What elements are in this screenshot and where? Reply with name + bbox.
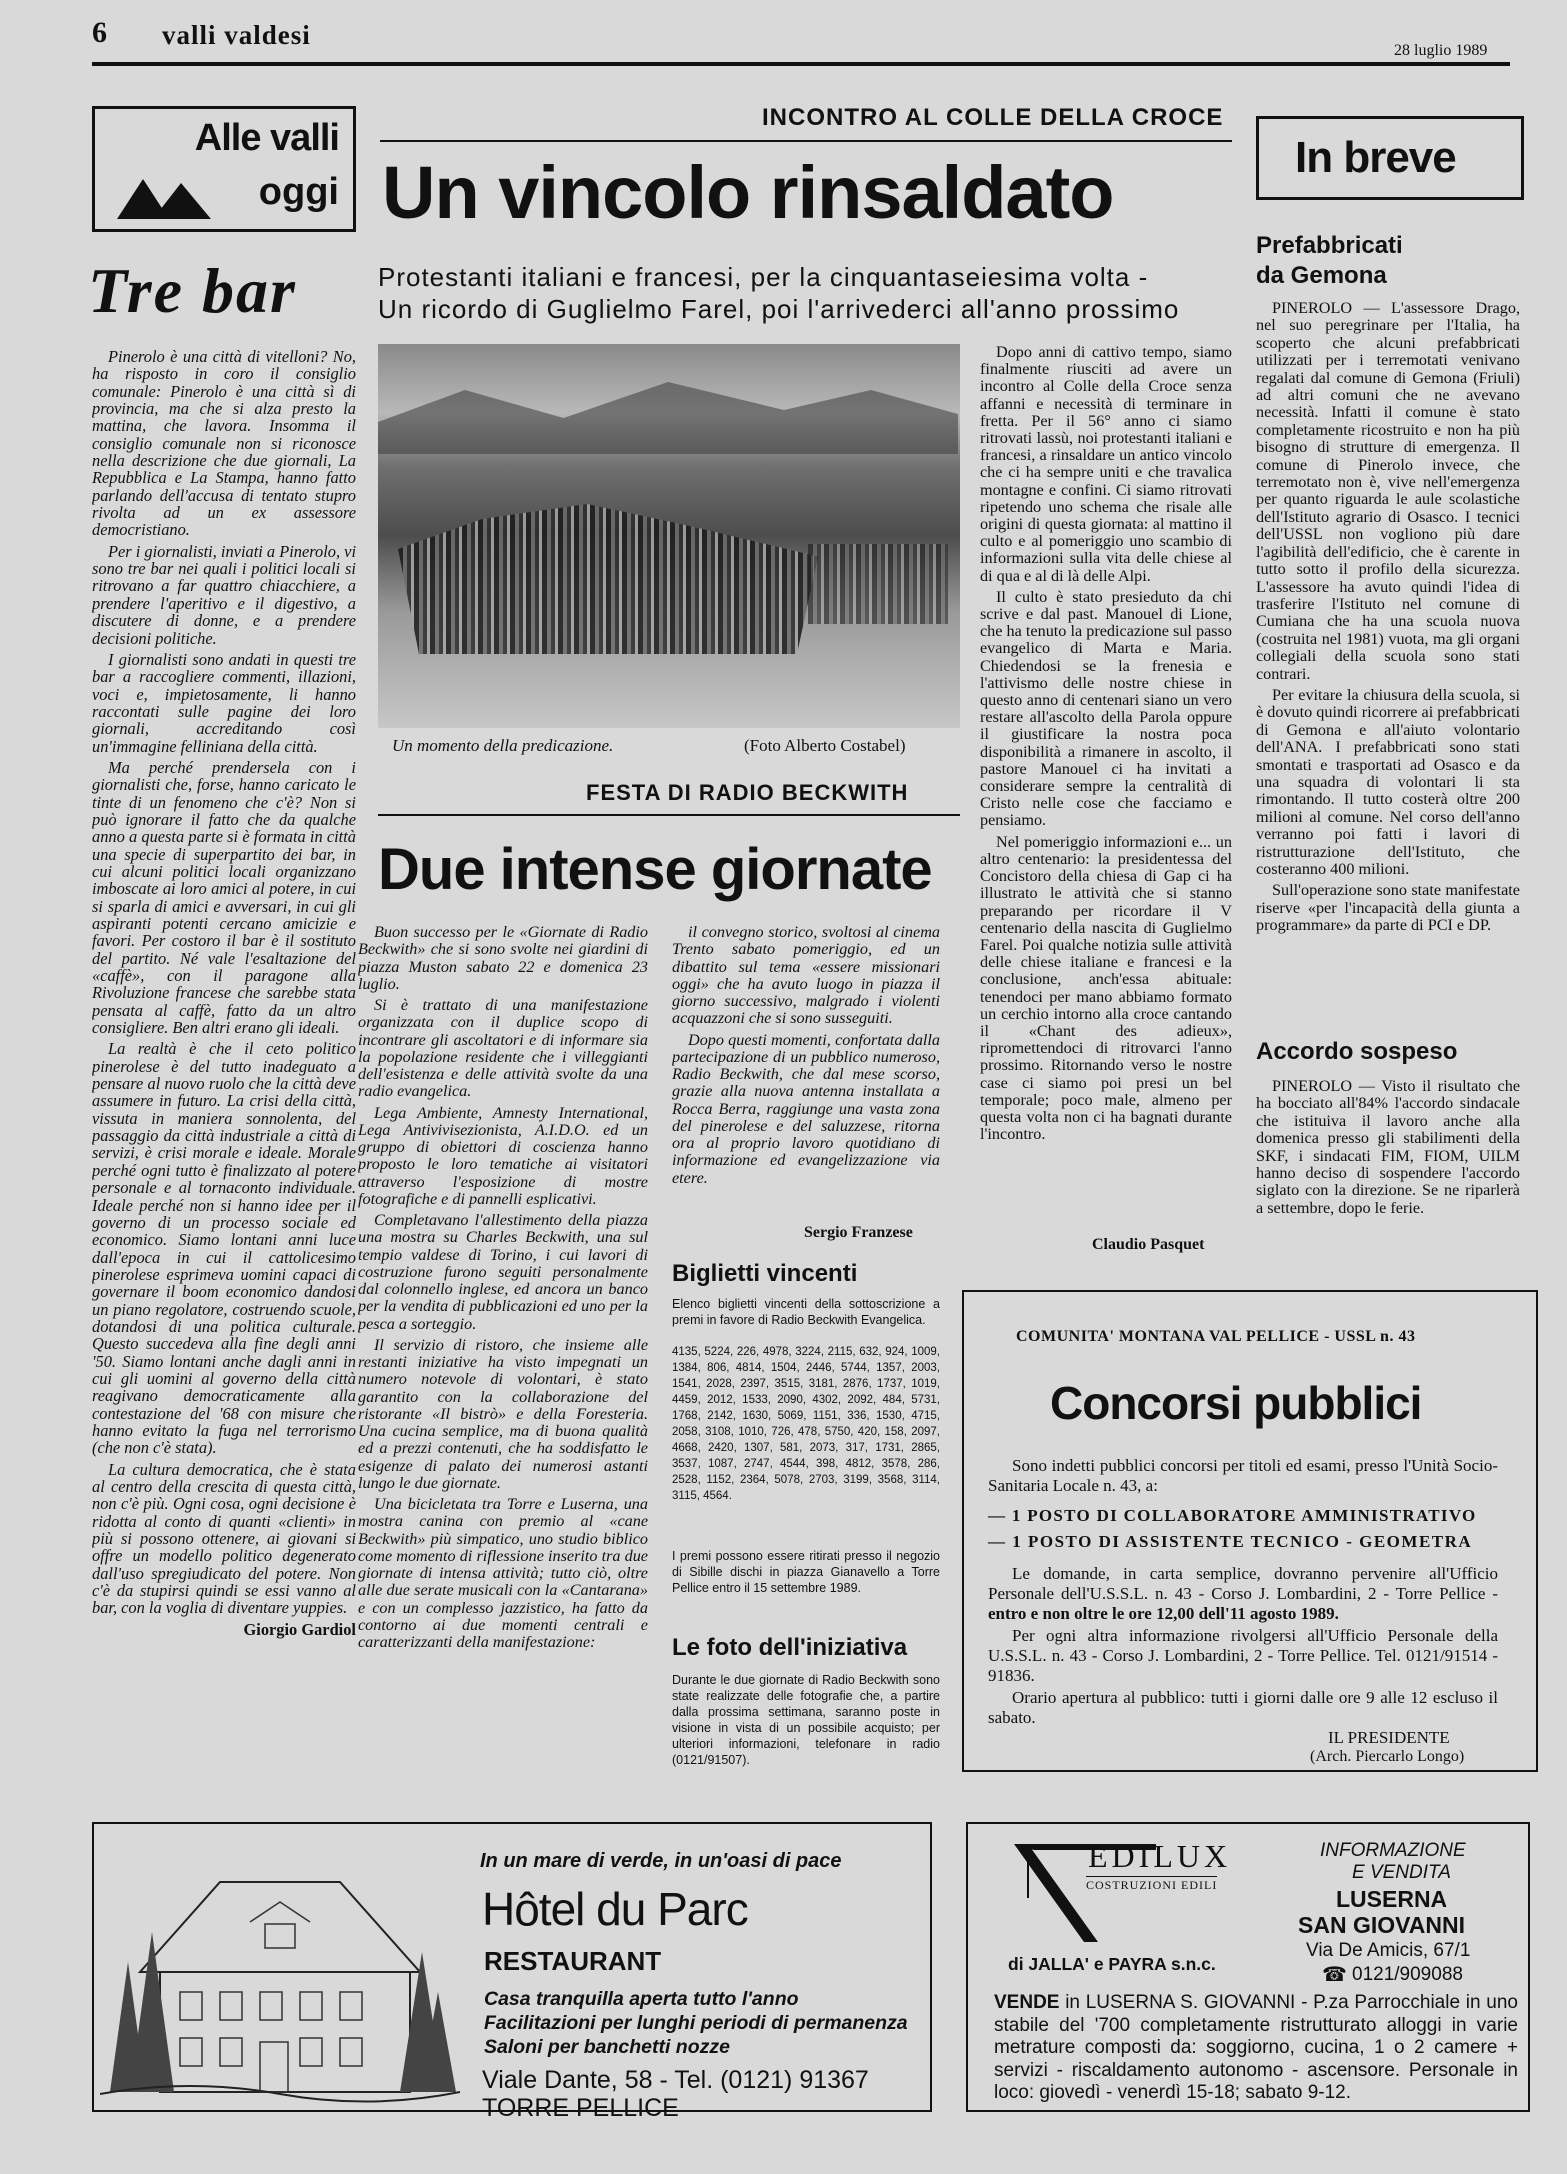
editorial-paragraph: La realtà è che il ceto politico pinerolese è del tutto inadeguato a pensare al nuovo ruolo che la città deve assumere in futuro. La crisi della città, vissuta in maniera sonnolenta, del passaggio da città industriale a città di servizi, è crisi morale e ideale. Morale perché ogni tutto è finalizzato al potere personale e al tornaconto individuale. Ideale perché non si hanno idee per il governo di un processo sociale ed economico. Siamo lontani anni luce dall'epoca in cui il cattolicesimo pinerolese esprimeva uomini capaci di governare il boom economico dandosi un piano regolatore, costruendo scuole, dotandosi di una politica culturale. Questo succedeva alla fine degli anni '50. Siamo lontani anche dagli anni in cui gli uomini al governo della città reagivano democraticamente alla contestazione del '68 con misure che hanno evitato la fuga nel terrorismo (che non c'è stata). bbox=[92, 1039, 356, 1458]
hotel-city: TORRE PELLICE bbox=[482, 2094, 679, 2122]
beckwith-paragraph: Completavano l'allestimento della piazza una mostra su Charles Beckwith, una sul tempio valdese di Torino, i cui lavori di costruzione furono seguiti personalmente dal colonnello inglese, ed ancora un banco per la vendita di pubblicazioni ed uno per la pesca a sorteggio. bbox=[358, 1211, 648, 1333]
edilux-city-1: LUSERNA bbox=[1336, 1886, 1448, 1912]
editorial-title: Tre bar bbox=[88, 255, 297, 326]
accordo-body bbox=[1256, 1078, 1520, 1258]
breve-title-2: da Gemona bbox=[1256, 262, 1387, 289]
breve-paragraph: PINEROLO — L'assessore Drago, nel suo peregrinare per l'Italia, ha scoperto che alcuni prefabbricati utilizzati per i terremotati venivano regalati dal comune di Gemona (Friuli) ad altri comuni che ne avevano necessità. Infatti il comune è stato completamente ricostruito e non ha più bisogno di strutture di emergenza. Il comune di Pinerolo invece, che terremotato non è, vive nell'emergenza per quanto riguarda le aule scolastiche dell'Istituto agrario di Osasco. I tecnici dell'USSL non vogliono più dare l'agibilità dell'edificio, che è carente in tutto sotto il profilo della sicurezza. L'assessore ha avuto quindi l'idea di trasferire l'Istituto nel comune di Cumiana che ha una scuola nuova (costruita nel 1981) vuota, ma gli organi collegiali della scuola sono stati contrari. bbox=[1256, 300, 1520, 683]
colle-subhead-2: Un ricordo di Guglielmo Farel, poi l'arrivederci all'anno prossimo bbox=[378, 294, 1180, 324]
concorsi-box bbox=[962, 1290, 1538, 1772]
beckwith-signature: Sergio Franzese bbox=[804, 1224, 913, 1241]
edilux-info-1: INFORMAZIONE bbox=[1320, 1840, 1466, 1861]
concorsi-orario: Orario apertura al pubblico: tutti i giorni dalle ore 9 alle 12 escluso il sabato. bbox=[988, 1688, 1498, 1727]
colle-kicker: INCONTRO AL COLLE DELLA CROCE bbox=[762, 104, 1224, 131]
breve-paragraph: Per evitare la chiusura della scuola, si è dovuto quindi ricorrere ai prefabbricati di Gemona e all'aiuto volontario dell'ANA. I prefabbricati sono stati smontati e trasportati ad Osasco e da una squadra di volontari li sta rimontando. Il tutto costerà oltre 200 milioni al comune. Nel corso dell'anno verranno poi fatti i lavori di ristrutturazione dell'Istituto, che costeranno 400 milioni. bbox=[1256, 685, 1520, 878]
page-number: 6 bbox=[92, 16, 107, 49]
edilux-city-2: SAN GIOVANNI bbox=[1298, 1912, 1465, 1938]
breve-body bbox=[1256, 300, 1520, 1030]
concorsi-domande bbox=[988, 1564, 1498, 1624]
concorsi-post-1: — 1 POSTO DI COLLABORATORE AMMINISTRATIVO bbox=[988, 1506, 1477, 1525]
biglietti-note: I premi possono essere ritirati presso il negozio di Sibille dischi in piazza Gianavello a Torre Pellice entro il 15 settembre 1989. bbox=[672, 1549, 940, 1595]
editorial-paragraph: Ma perché prendersela con i giornalisti che, forse, hanno caricato le tinte di un fenomeno che c'è? Non si può ignorare il fatto che da qualche anno a questa parte si è formata in città una specie di superpartito dei bar, in cui alcuni politici locali organizzano imboscate ai loro amici al potere, in cui si sparla di amici e avversari, in cui gli aspiranti potenti cercano amicizie e favori. Per costoro il bar è il sostituto del partito. Né vale l'esaltazione del «caffè», con il paragone alla Rivoluzione francese che sarebbe stata pensata al caffè, fatto da un altro consigliere. Ben altri erano gli ideali. bbox=[92, 757, 356, 1038]
logo-line1: Alle valli bbox=[194, 117, 339, 159]
logo-line2: oggi bbox=[258, 171, 339, 213]
hotel-tagline: In un mare di verde, in un'oasi di pace bbox=[480, 1850, 842, 1872]
concorsi-header: COMUNITA' MONTANA VAL PELLICE - USSL n. 43 bbox=[1016, 1328, 1416, 1345]
issue-date: 28 luglio 1989 bbox=[1394, 42, 1488, 59]
hotel-restaurant: RESTAURANT bbox=[484, 1946, 662, 1976]
colle-signature: Claudio Pasquet bbox=[1092, 1236, 1205, 1253]
mountains-icon bbox=[117, 175, 217, 224]
in-breve-box bbox=[1256, 116, 1524, 200]
beckwith-kicker: FESTA DI RADIO BECKWITH bbox=[586, 780, 909, 805]
beckwith-headline: Due intense giornate bbox=[378, 837, 932, 902]
biglietti-title: Biglietti vincenti bbox=[672, 1260, 858, 1287]
hotel-address: Viale Dante, 58 - Tel. (0121) 91367 bbox=[482, 2066, 869, 2094]
beckwith-paragraph: Una bicicletata tra Torre e Luserna, una mostra canina con premio al «cane Beckwith» più simpatico, uno studio biblico come momento di riflessione inserito tra due giornate di intensa attività; tutto ciò, oltre alle due serate musicali con la «Cantarana» e con un complesso jazzistico, ha fatto da contorno ai due momenti centrali e caratterizzanti della manifestazione: bbox=[358, 1495, 648, 1651]
colle-headline: Un vincolo rinsaldato bbox=[382, 151, 1114, 234]
colle-paragraph: Dopo anni di cattivo tempo, siamo finalmente riusciti ad avere un incontro al Colle della Croce senza affanni e necessità di terminare in fretta. Per il 56° anno ci siamo ritrovati lassù, noi protestanti italiani e francesi, a rinsaldare un antico vincolo che ci ha sempre uniti e che travalica montagne e confini. Ci siamo ritrovati ripetendo uno schema che risale alle origini di questa giornata: al mattino il culto e al pomeriggio uno scambio di informazioni sulla vita delle chiese al di qua e al di là delle Alpi. bbox=[980, 344, 1232, 585]
colle-body bbox=[980, 344, 1232, 1244]
hotel-sketch bbox=[100, 1842, 460, 2104]
concorsi-title: Concorsi pubblici bbox=[1050, 1377, 1422, 1429]
hotel-line-2: Facilitazioni per lunghi periodi di permanenza bbox=[484, 2012, 908, 2034]
hotel-name: Hôtel du Parc bbox=[482, 1883, 748, 1935]
edilux-sale-text: in LUSERNA S. GIOVANNI - P.za Parrocchiale in uno stabile del '700 completamente ristrutturato alloggi in varie metrature composti da: soggiorno, cucina, 1 o 2 camere + servizi - riscaldamento autonomo - ascensore. Personale in loco: giovedì - venerdì 15-18; sabato 9-12. bbox=[994, 1992, 1518, 2103]
photo-caption: Un momento della predicazione. bbox=[392, 736, 614, 755]
beckwith-paragraph: Il servizio di ristoro, che insieme alle restanti iniziative ha visto impegnati un numero notevole di volontari, è stato garantito con la collaborazione del ristorante «Il bistrò» e della Foresteria. Una cucina semplice, ma di buona qualità ed a prezzi contenuti, che ha soddisfatto le esigenze di palato dei numerosi astanti lungo le due giornate. bbox=[358, 1335, 648, 1492]
hotel-line-1: Casa tranquilla aperta tutto l'anno bbox=[484, 1988, 799, 2010]
telephone-icon: ☎ bbox=[1322, 1964, 1347, 1986]
editorial-paragraph: La cultura democratica, che è stata al centro della crescita di questa città, non c'è più. Ogni cosa, ogni decisione è ridotta al conto di quanti «clienti» in più si possono ottenere, ai giovani si offre un modello politico degenerato dall'uso spregiudicato del potere. Non c'è da stupirsi quindi se essi vanno al bar, con la voglia di diventare yuppies. bbox=[92, 1459, 356, 1618]
colle-rule bbox=[380, 140, 1232, 142]
beckwith-paragraph: Dopo questi momenti, confortata dalla partecipazione di un pubblico numeroso, Radio Beckwith, che dal mese scorso, grazie alla nuova antenna installata a Rocca Berra, raggiunge una vasta zona del pinerolese e del saluzzese, ritorna ora al proprio lavoro quotidiano di informazione ed evangelizzazione via etere. bbox=[672, 1030, 940, 1187]
photo-credit: (Foto Alberto Costabel) bbox=[744, 736, 906, 755]
accordo-paragraph: PINEROLO — Visto il risultato che ha bocciato all'84% l'accordo sindacale che istituiva il lavoro anche alla domenica presso gli stabilimenti della SKF, i sindacati FIM, FIOM, UILM hanno deciso di sospendere l'accordo siglato con la direzione. Se ne riparlerà a settembre, dopo le ferie. bbox=[1256, 1078, 1520, 1217]
edilux-street: Via De Amicis, 67/1 bbox=[1306, 1940, 1471, 1961]
beckwith-col1 bbox=[358, 924, 648, 1798]
concorsi-president: IL PRESIDENTE bbox=[1328, 1728, 1450, 1747]
edilux-ad bbox=[966, 1822, 1530, 2112]
breve-paragraph: Sull'operazione sono state manifestate riserve «per l'incapacità della giunta a programmare» da parte di PCI e DP. bbox=[1256, 881, 1520, 935]
beckwith-col2 bbox=[672, 924, 940, 1228]
colle-paragraph: Nel pomeriggio informazioni e... un altro centenario: la presidentessa del Concistoro della chiesa di Gap ci ha illustrato le attività che si stanno preparando per ricordare il V centenario della nascita di Guglielmo Farel. Poi qualche notizia sulle attività delle chiese italiane e francesi e la conclusione, anch'essa abituale: tenendoci per mano abbiamo formato un cerchio intorno alla croce cantando il «Chant des adieux», ripromettendoci di ritrovarci l'anno prossimo. Ritornando verso le nostre case ci siamo poi presi un bel temporale; poco male, almeno per questa volta non ci ha bagnati durante l'incontro. bbox=[980, 832, 1232, 1144]
concorsi-intro: Sono indetti pubblici concorsi per titoli ed esami, presso l'Unità Socio-Sanitaria Locale n. 43, a: bbox=[988, 1456, 1498, 1495]
editorial-body bbox=[92, 348, 356, 1808]
beckwith-paragraph: Si è trattato di una manifestazione organizzata con il duplice scopo di incontrare gli ascoltatori e di informare sia la popolazione residente che i villeggianti dell'esistenza e delle attività svolte da una radio evangelica. bbox=[358, 996, 648, 1101]
beckwith-paragraph: Lega Ambiente, Amnesty International, Lega Antivivisezionista, A.I.D.O. ed un gruppo di obiettori di coscienza hanno proposto le loro tematiche ai visitatori attraverso l'esposizione di mostre fotografiche e di pannelli esplicativi. bbox=[358, 1103, 648, 1208]
foto-text: Durante le due giornate di Radio Beckwith sono state realizzate delle fotografie che, a partire dalla prossima settimana, saranno poste in visione in vista di un possibile acquisto; per ulteriori informazioni, telefonare in radio (0121/91507). bbox=[672, 1673, 940, 1767]
concorsi-deadline: entro e non oltre le ore 12,00 dell'11 agosto 1989. bbox=[988, 1604, 1339, 1623]
edilux-phone: 0121/909088 bbox=[1352, 1964, 1463, 1985]
concorsi-president-name: (Arch. Piercarlo Longo) bbox=[1310, 1748, 1465, 1765]
predicazione-photo bbox=[378, 344, 960, 728]
concorsi-post-2: — 1 POSTO DI ASSISTENTE TECNICO - GEOMETRA bbox=[988, 1532, 1473, 1551]
hotel-line-3: Saloni per banchetti nozze bbox=[484, 2036, 730, 2058]
edilux-vende: VENDE bbox=[994, 1992, 1060, 2013]
foto-title: Le foto dell'iniziativa bbox=[672, 1634, 908, 1661]
beckwith-paragraph: il convegno storico, svoltosi al cinema Trento sabato pomeriggio, ed un dibattito sul tema «essere missionari oggi» che ha avuto luogo in piazza il giorno successivo, malgrado i violenti acquazzoni che si sono susseguiti. bbox=[672, 924, 940, 1028]
concorsi-domande-text: Le domande, in carta semplice, dovranno pervenire all'Ufficio Personale dell'U.S.S.L. n. 43 - Corso J. Lombardini, 2 - Torre Pellice - bbox=[988, 1564, 1498, 1603]
edilux-sale bbox=[994, 1992, 1518, 2105]
alle-valli-oggi-logo bbox=[92, 106, 356, 232]
hotel-ad bbox=[92, 1822, 932, 2122]
beckwith-rule bbox=[378, 814, 960, 816]
editorial-signature: Giorgio Gardiol bbox=[243, 1619, 356, 1639]
in-breve-label: In breve bbox=[1295, 133, 1456, 182]
section-name: valli valdesi bbox=[162, 20, 311, 50]
edilux-owner: di JALLA' e PAYRA s.n.c. bbox=[1008, 1954, 1216, 1974]
breve-title-1: Prefabbricati bbox=[1256, 232, 1403, 259]
header-rule bbox=[92, 62, 1510, 66]
biglietti-numbers: 4135, 5224, 226, 4978, 3224, 2115, 632, 924, 1009, 1384, 806, 4814, 1504, 2446, 5744, 1357, 2003, 1541, 2028, 2397, 3515, 3181, 2876, 1737, 1019, 4459, 2012, 1533, 2090, 4302, 2092, 484, 5731, 1768, 2142, 1630, 5069, 1151, 336, 1530, 4715, 2058, 3108, 1010, 726, 478, 5750, 420, 158, 2097, 4668, 2420, 1307, 581, 2073, 317, 1731, 2865, 3537, 1087, 2747, 4544, 398, 4812, 3578, 286, 2528, 1152, 2364, 5078, 2703, 3199, 3568, 3114, 3115, 4564. bbox=[672, 1346, 940, 1502]
concorsi-info: Per ogni altra informazione rivolgersi all'Ufficio Personale della U.S.S.L. n. 43 - Corso J. Lombardini, 2 - Torre Pellice. Tel. 0121/91514 - 91836. bbox=[988, 1626, 1498, 1685]
editorial-paragraph: Per i giornalisti, inviati a Pinerolo, vi sono tre bar nei quali i politici locali si ritrovano a far quattro chiacchiere, a prendere l'aperitivo e il digestivo, a discutere di donne, e a prendere decisioni politiche. bbox=[92, 541, 356, 648]
colle-paragraph: Il culto è stato presieduto da chi scrive e dal past. Manouel di Lione, che ha tenuto la predicazione sul passo evangelico di Marta e Maria. Chiedendosi se la frenesia e l'attivismo delle nostre chiese in questo anno di centenari siano un vero restare all'ascolto della Parola oppure il giustificare la nostra poca disponibilità a rimanere in ascolto, il pastore Manouel ci ha invitati a considerare sempre la centralità di Cristo nelle cose che facciamo e pensiamo. bbox=[980, 587, 1232, 830]
editorial-paragraph: Pinerolo è una città di vitelloni? No, ha risposto in coro il consiglio comunale: Pinerolo è una città sì di provincia, ma che si alza presto la mattina, che lavora. Insomma il consiglio comunale non si riconosce nella descrizione che due giornali, La Repubblica e La Stampa, hanno fatto parlando dell'accusa di tentato stupro rivolta ad un ex assessore democristiano. bbox=[92, 348, 356, 540]
edilux-info-2: E VENDITA bbox=[1352, 1862, 1451, 1883]
beckwith-paragraph: Buon successo per le «Giornate di Radio Beckwith» che si sono svolte nei giardini di piazza Muston sabato 22 e domenica 23 luglio. bbox=[358, 924, 648, 993]
edilux-brand: EDILUX bbox=[1088, 1838, 1232, 1874]
editorial-paragraph: I giornalisti sono andati in questi tre bar a raccogliere commenti, illazioni, voci e, impietosamente, li hanno raccontati sulle pagine dei loro giornali, accreditando così un'immagine felliniana della città. bbox=[92, 649, 356, 756]
accordo-title: Accordo sospeso bbox=[1256, 1038, 1458, 1065]
biglietti-intro: Elenco biglietti vincenti della sottoscrizione a premi in favore di Radio Beckwith Evangelica. bbox=[672, 1297, 940, 1327]
colle-subhead-1: Protestanti italiani e francesi, per la cinquantaseiesima volta - bbox=[378, 262, 1149, 292]
edilux-sub: COSTRUZIONI EDILI bbox=[1086, 1878, 1218, 1892]
